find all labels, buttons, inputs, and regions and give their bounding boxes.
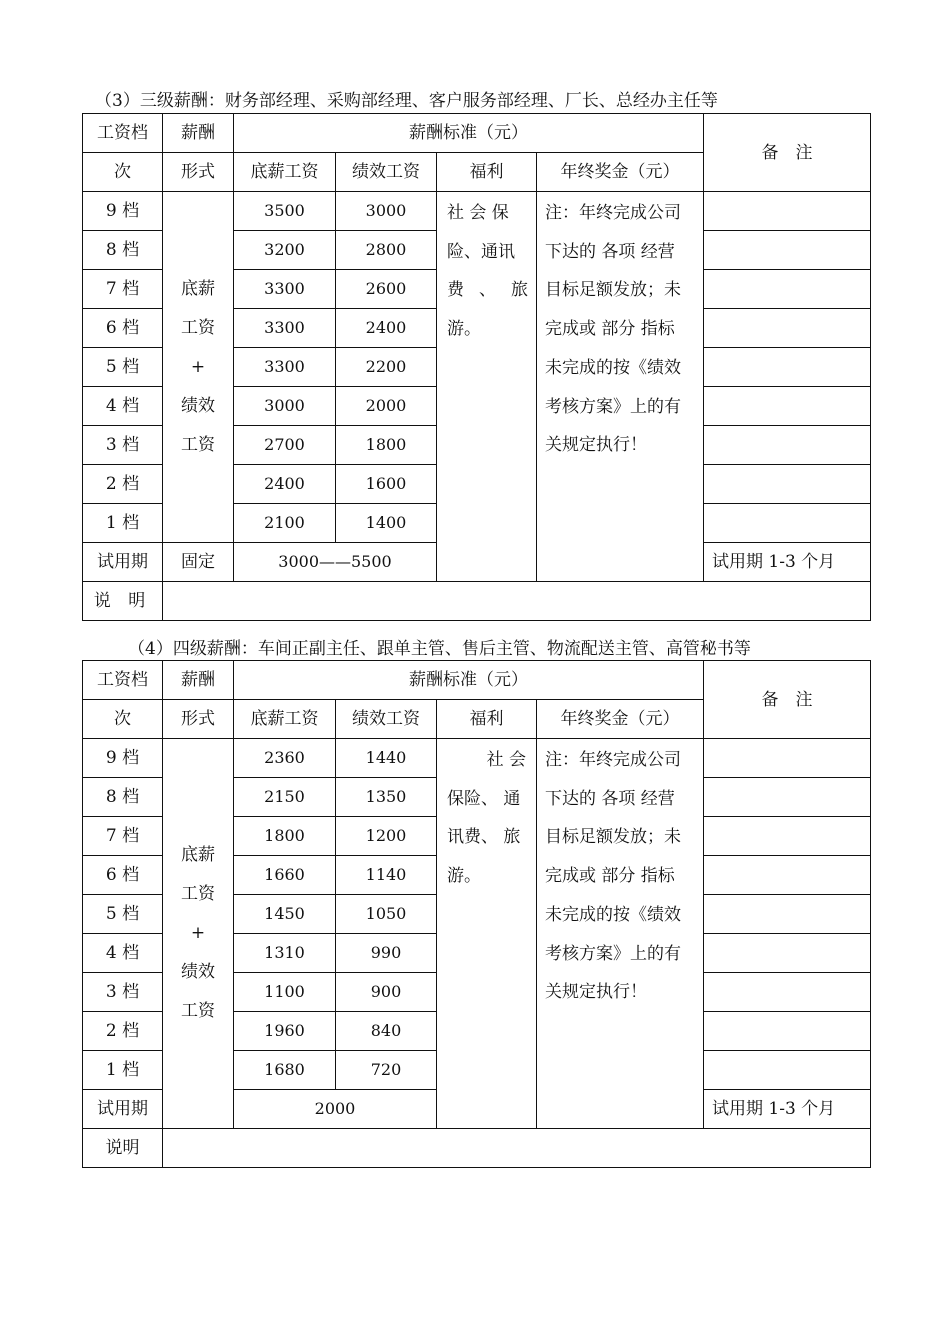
grade-cell: 7 档 bbox=[83, 817, 163, 856]
base-cell: 2360 bbox=[234, 739, 336, 778]
base-cell: 1310 bbox=[234, 934, 336, 973]
note-label: 说明 bbox=[83, 1129, 163, 1168]
remark-cell bbox=[704, 270, 871, 309]
perf-cell: 990 bbox=[336, 934, 437, 973]
remark-cell bbox=[704, 309, 871, 348]
perf-cell: 840 bbox=[336, 1012, 437, 1051]
grade-cell: 2 档 bbox=[83, 1012, 163, 1051]
bonus-line: 关规定执行！ bbox=[545, 982, 647, 1003]
base-cell: 3300 bbox=[234, 348, 336, 387]
grade-cell: 3 档 bbox=[83, 426, 163, 465]
section4-caption: （4）四级薪酬：车间正副主任、跟单主管、售后主管、物流配送主管、高管秘书等 bbox=[128, 639, 751, 659]
base-cell: 3000 bbox=[234, 387, 336, 426]
header-perf: 绩效工资 bbox=[336, 153, 437, 192]
form-line: + bbox=[190, 923, 206, 943]
remark-cell bbox=[704, 739, 871, 778]
grade-cell: 7 档 bbox=[83, 270, 163, 309]
header-bonus: 年终奖金（元） bbox=[537, 700, 704, 739]
probation-range: 3000——5500 bbox=[234, 543, 437, 582]
header-form-2: 形式 bbox=[163, 700, 234, 739]
bonus-line: 完成或 部分 指标 bbox=[545, 866, 675, 887]
welfare-cell bbox=[437, 739, 537, 1129]
bonus-line: 考核方案》上的有 bbox=[545, 396, 681, 417]
header-standard: 薪酬标准（元） bbox=[234, 661, 704, 700]
header-welfare: 福利 bbox=[437, 700, 537, 739]
probation-label: 试用期 bbox=[83, 543, 163, 582]
perf-cell: 1050 bbox=[336, 895, 437, 934]
grade-cell: 1 档 bbox=[83, 1051, 163, 1090]
remark-cell bbox=[704, 348, 871, 387]
perf-cell: 2400 bbox=[336, 309, 437, 348]
probation-range: 2000 bbox=[234, 1090, 437, 1129]
perf-cell: 1400 bbox=[336, 504, 437, 543]
form-line: 工资 bbox=[181, 434, 215, 455]
bonus-line: 下达的 各项 经营 bbox=[545, 241, 675, 262]
perf-cell: 2200 bbox=[336, 348, 437, 387]
base-cell: 1960 bbox=[234, 1012, 336, 1051]
grade-cell: 5 档 bbox=[83, 895, 163, 934]
header-perf: 绩效工资 bbox=[336, 700, 437, 739]
grade-cell: 8 档 bbox=[83, 231, 163, 270]
probation-remark: 试用期 1-3 个月 bbox=[704, 543, 871, 582]
bonus-note-cell bbox=[537, 192, 704, 582]
welfare-line: 社 会 bbox=[486, 750, 526, 770]
remark-cell bbox=[704, 973, 871, 1012]
bonus-line: 目标足额发放；未 bbox=[545, 280, 681, 301]
perf-cell: 2000 bbox=[336, 387, 437, 426]
grade-cell: 2 档 bbox=[83, 465, 163, 504]
base-cell: 1100 bbox=[234, 973, 336, 1012]
base-cell: 2100 bbox=[234, 504, 336, 543]
base-cell: 3300 bbox=[234, 309, 336, 348]
note-content bbox=[163, 582, 871, 621]
section3-caption: （3）三级薪酬：财务部经理、采购部经理、客户服务部经理、厂长、总经办主任等 bbox=[95, 91, 718, 111]
header-base: 底薪工资 bbox=[234, 153, 336, 192]
note-content bbox=[163, 1129, 871, 1168]
salary-table-level3 bbox=[82, 113, 871, 621]
header-bonus: 年终奖金（元） bbox=[537, 153, 704, 192]
remark-cell bbox=[704, 895, 871, 934]
welfare-line: 讯费、 旅 bbox=[447, 827, 521, 848]
probation-remark: 试用期 1-3 个月 bbox=[704, 1090, 871, 1129]
welfare-line: 游。 bbox=[447, 866, 481, 887]
perf-cell: 3000 bbox=[336, 192, 437, 231]
bonus-line: 注：年终完成公司 bbox=[545, 750, 681, 770]
remark-cell bbox=[704, 934, 871, 973]
form-line: 绩效 bbox=[181, 962, 215, 982]
grade-cell: 3 档 bbox=[83, 973, 163, 1012]
header-grade-2: 次 bbox=[83, 700, 163, 739]
base-cell: 3200 bbox=[234, 231, 336, 270]
base-cell: 2150 bbox=[234, 778, 336, 817]
remark-cell bbox=[704, 778, 871, 817]
welfare-line: 社 会 保 bbox=[447, 203, 509, 223]
bonus-line: 未完成的按《绩效 bbox=[545, 357, 681, 378]
header-remark: 备 注 bbox=[704, 661, 871, 739]
form-line: 工资 bbox=[181, 884, 215, 904]
header-welfare: 福利 bbox=[437, 153, 537, 192]
base-cell: 2700 bbox=[234, 426, 336, 465]
bonus-line: 完成或 部分 指标 bbox=[545, 319, 675, 340]
remark-cell bbox=[704, 231, 871, 270]
bonus-line: 关规定执行！ bbox=[545, 435, 647, 456]
bonus-line: 下达的 各项 经营 bbox=[545, 788, 675, 809]
form-line: 工资 bbox=[181, 317, 215, 338]
remark-cell bbox=[704, 504, 871, 543]
base-cell: 3300 bbox=[234, 270, 336, 309]
form-line: 底薪 bbox=[181, 845, 215, 865]
perf-cell: 2800 bbox=[336, 231, 437, 270]
grade-cell: 6 档 bbox=[83, 309, 163, 348]
perf-cell: 1440 bbox=[336, 739, 437, 778]
header-remark: 备 注 bbox=[704, 114, 871, 192]
bonus-line: 注：年终完成公司 bbox=[545, 203, 681, 223]
bonus-line: 考核方案》上的有 bbox=[545, 943, 681, 964]
header-form-2: 形式 bbox=[163, 153, 234, 192]
form-line: + bbox=[190, 356, 206, 377]
perf-cell: 720 bbox=[336, 1051, 437, 1090]
welfare-line: 保险、 通 bbox=[447, 788, 521, 809]
probation-form: 固定 bbox=[163, 543, 234, 582]
header-form: 薪酬 bbox=[163, 661, 234, 700]
remark-cell bbox=[704, 465, 871, 504]
welfare-cell bbox=[437, 192, 537, 582]
remark-cell bbox=[704, 1012, 871, 1051]
header-grade: 工资档 bbox=[83, 661, 163, 700]
form-cell bbox=[163, 739, 234, 1129]
remark-cell bbox=[704, 1051, 871, 1090]
form-cell bbox=[163, 192, 234, 543]
salary-table-level4 bbox=[82, 660, 871, 1168]
grade-cell: 9 档 bbox=[83, 192, 163, 231]
base-cell: 2400 bbox=[234, 465, 336, 504]
grade-cell: 8 档 bbox=[83, 778, 163, 817]
header-grade: 工资档 bbox=[83, 114, 163, 153]
perf-cell: 900 bbox=[336, 973, 437, 1012]
remark-cell bbox=[704, 387, 871, 426]
header-form: 薪酬 bbox=[163, 114, 234, 153]
perf-cell: 1200 bbox=[336, 817, 437, 856]
bonus-line: 目标足额发放；未 bbox=[545, 827, 681, 848]
grade-cell: 4 档 bbox=[83, 934, 163, 973]
grade-cell: 5 档 bbox=[83, 348, 163, 387]
remark-cell bbox=[704, 817, 871, 856]
note-label: 说 明 bbox=[83, 582, 163, 621]
header-standard: 薪酬标准（元） bbox=[234, 114, 704, 153]
perf-cell: 1140 bbox=[336, 856, 437, 895]
remark-cell bbox=[704, 192, 871, 231]
grade-cell: 9 档 bbox=[83, 739, 163, 778]
base-cell: 3500 bbox=[234, 192, 336, 231]
header-base: 底薪工资 bbox=[234, 700, 336, 739]
header-grade-2: 次 bbox=[83, 153, 163, 192]
grade-cell: 4 档 bbox=[83, 387, 163, 426]
welfare-line: 险、通讯 bbox=[447, 241, 515, 262]
grade-cell: 1 档 bbox=[83, 504, 163, 543]
remark-cell bbox=[704, 856, 871, 895]
probation-label: 试用期 bbox=[83, 1090, 163, 1129]
perf-cell: 1800 bbox=[336, 426, 437, 465]
base-cell: 1450 bbox=[234, 895, 336, 934]
grade-cell: 6 档 bbox=[83, 856, 163, 895]
form-line: 绩效 bbox=[181, 395, 215, 416]
perf-cell: 1350 bbox=[336, 778, 437, 817]
base-cell: 1680 bbox=[234, 1051, 336, 1090]
bonus-note-cell bbox=[537, 739, 704, 1129]
welfare-line: 费、旅游。 bbox=[447, 280, 528, 340]
base-cell: 1800 bbox=[234, 817, 336, 856]
perf-cell: 2600 bbox=[336, 270, 437, 309]
form-line: 工资 bbox=[181, 1001, 215, 1021]
bonus-line: 未完成的按《绩效 bbox=[545, 904, 681, 925]
remark-cell bbox=[704, 426, 871, 465]
base-cell: 1660 bbox=[234, 856, 336, 895]
form-line: 底薪 bbox=[181, 278, 215, 299]
perf-cell: 1600 bbox=[336, 465, 437, 504]
